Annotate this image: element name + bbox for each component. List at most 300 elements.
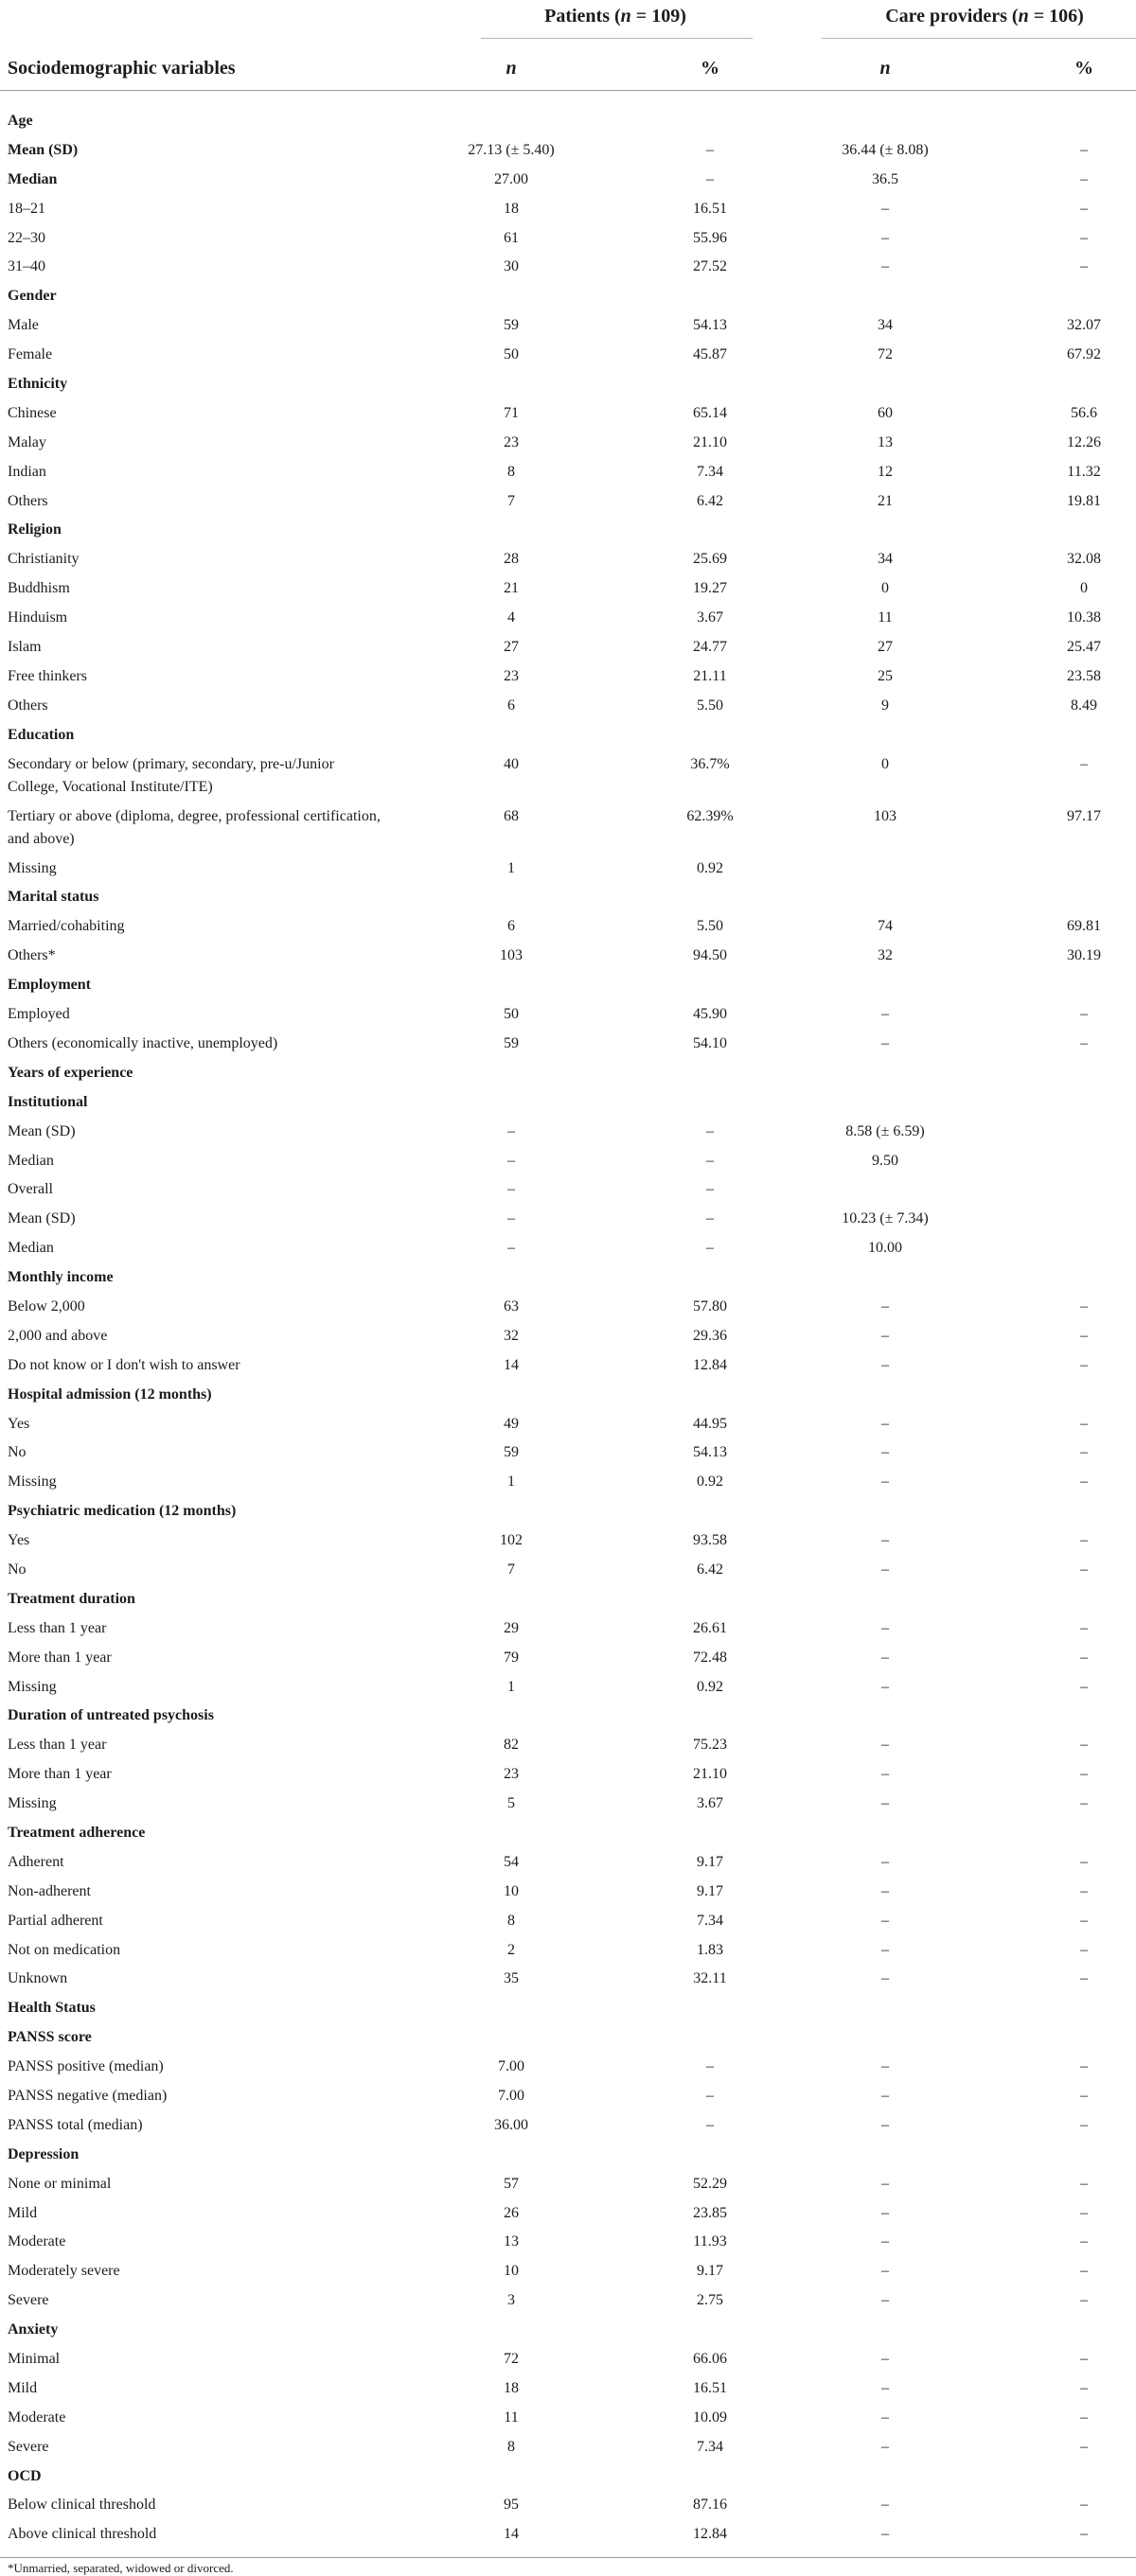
- patients-n-cell: 8: [507, 2438, 515, 2455]
- patients-pct-cell: 45.90: [693, 1006, 727, 1023]
- care-pct-cell: –: [1080, 2263, 1088, 2280]
- care-header-pre: Care providers (: [885, 6, 1019, 26]
- row-label: Institutional: [8, 1093, 88, 1110]
- table-row: [0, 1175, 1136, 1205]
- care-pct-cell: 0: [1080, 580, 1088, 597]
- table-row: [0, 2433, 1136, 2462]
- patients-header-n: n: [620, 6, 631, 26]
- care-pct-cell: 32.07: [1067, 317, 1101, 334]
- table-row: [0, 2228, 1136, 2257]
- section-row: [0, 1585, 1136, 1614]
- patients-n-cell: 32: [504, 1327, 519, 1344]
- table-row: [0, 1410, 1136, 1439]
- row-label: Minimal: [8, 2351, 61, 2368]
- table-row: [0, 1673, 1136, 1703]
- row-label: OCD: [8, 2467, 42, 2484]
- row-label: Ethnicity: [8, 376, 68, 393]
- care-n-cell: 72: [878, 346, 893, 363]
- row-label: PANSS positive (median): [8, 2058, 164, 2075]
- patients-n-cell: 27: [504, 639, 519, 656]
- patients-n-cell: –: [507, 1181, 515, 1198]
- table-row: [0, 1848, 1136, 1878]
- section-row: [0, 1819, 1136, 1848]
- care-n-cell: –: [881, 1882, 889, 1899]
- row-label: Others: [8, 492, 48, 509]
- table-row: [0, 855, 1136, 884]
- patients-n-cell: 50: [504, 346, 519, 363]
- table-row: [0, 2491, 1136, 2520]
- care-n-cell: –: [881, 2058, 889, 2075]
- patients-pct-cell: 32.11: [693, 1970, 727, 1987]
- patients-pct-cell: –: [706, 1181, 714, 1198]
- patients-pct-cell: 26.61: [693, 1619, 727, 1636]
- section-row: [0, 971, 1136, 1000]
- care-n-cell: –: [881, 1766, 889, 1783]
- patients-pct-cell: 54.13: [693, 317, 727, 334]
- row-label: Severe: [8, 2292, 49, 2309]
- care-n-cell: –: [881, 1853, 889, 1870]
- patients-pct-cell: 5.50: [697, 697, 723, 714]
- care-n-cell: –: [881, 200, 889, 217]
- section-row: [0, 1994, 1136, 2023]
- care-pct-cell: –: [1080, 170, 1088, 187]
- patients-n-cell: –: [507, 1210, 515, 1227]
- care-pct-cell: –: [1080, 1034, 1088, 1051]
- table-row: [0, 399, 1136, 429]
- table-row: [0, 1118, 1136, 1147]
- row-label: Mean (SD): [8, 1122, 76, 1139]
- care-n-cell: –: [881, 1444, 889, 1461]
- table-row: [0, 2170, 1136, 2199]
- section-row: [0, 1381, 1136, 1410]
- row-label: More than 1 year: [8, 1766, 112, 1783]
- care-pct-cell: –: [1080, 200, 1088, 217]
- patients-n-cell: 1: [507, 1473, 515, 1491]
- table-row: [0, 1526, 1136, 1556]
- patients-pct-cell: 21.10: [693, 1766, 727, 1783]
- care-header-n: n: [1018, 6, 1029, 26]
- patients-n-cell: 11: [504, 2408, 519, 2426]
- care-pct-cell: –: [1080, 1649, 1088, 1666]
- care-pct-cell: –: [1080, 2058, 1088, 2075]
- patients-n-cell: 7: [507, 492, 515, 509]
- row-label: 31–40: [8, 258, 45, 275]
- care-n-cell: 25: [878, 667, 893, 684]
- care-pct-cell: –: [1080, 1795, 1088, 1812]
- care-n-cell: 12: [878, 463, 893, 480]
- patients-pct-cell: 1.83: [697, 1941, 723, 1958]
- footnote: *Unmarried, separated, widowed or divorced.: [8, 2561, 234, 2575]
- care-pct-cell: –: [1080, 1678, 1088, 1695]
- table-body: [0, 107, 1136, 2550]
- care-n-cell: 34: [878, 317, 893, 334]
- care-n-cell: 0: [881, 580, 889, 597]
- care-n-cell: –: [881, 1795, 889, 1812]
- patients-n-cell: 21: [504, 580, 519, 597]
- table-row: [0, 253, 1136, 282]
- row-label: Employed: [8, 1006, 70, 1023]
- care-n-cell: –: [881, 1532, 889, 1549]
- row-label: More than 1 year: [8, 1649, 112, 1666]
- care-pct-cell: –: [1080, 1737, 1088, 1754]
- table-row: [0, 458, 1136, 487]
- row-label: Treatment duration: [8, 1590, 135, 1607]
- patients-pct-cell: 9.17: [697, 1882, 723, 1899]
- care-n-cell: –: [881, 1297, 889, 1314]
- patients-n-cell: 50: [504, 1006, 519, 1023]
- section-row: [0, 2141, 1136, 2170]
- row-label: Chinese: [8, 404, 57, 421]
- section-row: [0, 1088, 1136, 1118]
- table-row: [0, 2111, 1136, 2141]
- patients-pct-cell: 93.58: [693, 1532, 727, 1549]
- patients-pct-cell: –: [706, 1122, 714, 1139]
- patients-n-cell: 28: [504, 551, 519, 568]
- patients-pct-cell: 5.50: [697, 918, 723, 935]
- care-n-cell: 8.58 (± 6.59): [845, 1122, 925, 1139]
- patients-n-cell: 23: [504, 667, 519, 684]
- row-label: Others (economically inactive, unemployed): [8, 1034, 278, 1051]
- care-pct-cell: –: [1080, 2526, 1088, 2543]
- care-n-cell: –: [881, 2233, 889, 2250]
- table-row: [0, 2286, 1136, 2316]
- care-n-cell: –: [881, 1561, 889, 1578]
- table-row: [0, 1614, 1136, 1644]
- care-n-cell: –: [881, 1327, 889, 1344]
- care-n-cell: 74: [878, 918, 893, 935]
- table-row: [0, 2404, 1136, 2433]
- patients-pct-cell: 23.85: [693, 2204, 727, 2221]
- care-n-cell: –: [881, 2263, 889, 2280]
- row-label: 22–30: [8, 229, 45, 246]
- row-label: Hospital admission (12 months): [8, 1385, 212, 1403]
- patients-n-cell: 61: [504, 229, 519, 246]
- section-row: [0, 2316, 1136, 2345]
- row-label: Hinduism: [8, 609, 68, 626]
- patients-n-cell: 30: [504, 258, 519, 275]
- row-label: Married/cohabiting: [8, 918, 125, 935]
- row-label: Islam: [8, 639, 42, 656]
- row-label: Median: [8, 1240, 54, 1257]
- patients-pct-cell: 11.93: [693, 2233, 727, 2250]
- row-label: Years of experience: [8, 1064, 133, 1081]
- care-header-post: = 106): [1028, 6, 1084, 26]
- patients-pct-cell: –: [706, 2088, 714, 2104]
- patients-pct-cell: –: [706, 1152, 714, 1169]
- patients-pct-cell: –: [706, 141, 714, 158]
- column-header-patients-pct: %: [701, 58, 719, 79]
- row-label: Missing: [8, 1678, 57, 1695]
- patients-n-cell: 82: [504, 1737, 519, 1754]
- patients-pct-cell: 21.11: [693, 667, 727, 684]
- care-pct-cell: –: [1080, 1473, 1088, 1491]
- patients-pct-cell: 62.39%: [686, 807, 734, 824]
- row-label: Female: [8, 346, 53, 363]
- table-row: [0, 692, 1136, 721]
- care-pct-cell: 32.08: [1067, 551, 1101, 568]
- patients-pct-cell: 3.67: [697, 1795, 723, 1812]
- care-pct-cell: –: [1080, 2233, 1088, 2250]
- patients-n-cell: 36.00: [494, 2116, 528, 2133]
- patients-pct-cell: 27.52: [693, 258, 727, 275]
- care-n-cell: –: [881, 2175, 889, 2192]
- patients-n-cell: 54: [504, 1853, 519, 1870]
- patients-n-cell: 13: [504, 2233, 519, 2250]
- patients-n-cell: –: [507, 1122, 515, 1139]
- care-pct-cell: 12.26: [1067, 433, 1101, 450]
- table-row: [0, 1556, 1136, 1585]
- care-n-cell: –: [881, 2497, 889, 2514]
- row-label: Education: [8, 726, 75, 743]
- row-label: Secondary or below (primary, secondary, pre-u/Junior College, Vocational Institute/ITE): [8, 755, 334, 795]
- care-pct-cell: –: [1080, 1327, 1088, 1344]
- patients-pct-cell: 3.67: [697, 609, 723, 626]
- care-pct-cell: –: [1080, 1297, 1088, 1314]
- section-row: [0, 136, 1136, 166]
- patients-pct-cell: 12.84: [693, 2526, 727, 2543]
- care-n-cell: –: [881, 1006, 889, 1023]
- care-n-cell: –: [881, 1356, 889, 1373]
- care-pct-cell: –: [1080, 2175, 1088, 2192]
- care-n-cell: –: [881, 2292, 889, 2309]
- patients-n-cell: –: [507, 1240, 515, 1257]
- row-label: Malay: [8, 433, 46, 450]
- patients-group-header: [464, 0, 767, 36]
- row-label: Median: [8, 1152, 54, 1169]
- care-providers-group-header: [833, 0, 1136, 36]
- row-label: Male: [8, 317, 39, 334]
- row-label: PANSS score: [8, 2029, 92, 2046]
- care-pct-cell: –: [1080, 1853, 1088, 1870]
- section-row: [0, 370, 1136, 399]
- patients-n-cell: 26: [504, 2204, 519, 2221]
- row-label: Anxiety: [8, 2321, 59, 2338]
- care-pct-cell: –: [1080, 2116, 1088, 2133]
- patients-n-cell: 68: [504, 807, 519, 824]
- care-n-cell: 36.44 (± 8.08): [842, 141, 929, 158]
- table-row: [0, 1790, 1136, 1819]
- table-row: [0, 2082, 1136, 2111]
- row-label: Marital status: [8, 889, 99, 906]
- row-label: Missing: [8, 1473, 57, 1491]
- care-n-cell: 10.23 (± 7.34): [842, 1210, 929, 1227]
- patients-n-cell: 29: [504, 1619, 519, 1636]
- care-n-cell: 60: [878, 404, 893, 421]
- table-row: [0, 1644, 1136, 1673]
- care-n-cell: –: [881, 1912, 889, 1929]
- care-pct-cell: –: [1080, 2204, 1088, 2221]
- patients-n-cell: 95: [504, 2497, 519, 2514]
- patients-n-cell: 103: [500, 947, 523, 964]
- row-label: Mean (SD): [8, 1210, 76, 1227]
- care-pct-cell: 67.92: [1067, 346, 1101, 363]
- patients-pct-cell: 45.87: [693, 346, 727, 363]
- table-row: [0, 1760, 1136, 1790]
- patients-header-post: = 109): [630, 6, 686, 26]
- care-n-cell: 9: [881, 697, 889, 714]
- care-n-cell: 10.00: [868, 1240, 902, 1257]
- table-row: [0, 1438, 1136, 1468]
- table-row: [0, 1731, 1136, 1760]
- row-label: Treatment adherence: [8, 1824, 146, 1841]
- row-label: Non-adherent: [8, 1882, 91, 1899]
- patients-n-cell: 72: [504, 2351, 519, 2368]
- care-providers-group-rule: [822, 38, 1136, 39]
- care-pct-cell: –: [1080, 2088, 1088, 2104]
- care-n-cell: 9.50: [872, 1152, 898, 1169]
- care-n-cell: 0: [881, 755, 889, 772]
- table-row: [0, 1293, 1136, 1322]
- patients-pct-cell: –: [706, 1210, 714, 1227]
- care-pct-cell: –: [1080, 1970, 1088, 1987]
- section-row: [0, 1497, 1136, 1526]
- row-label: Gender: [8, 288, 57, 305]
- table-bottom-rule: [0, 2557, 1136, 2558]
- row-label: PANSS total (median): [8, 2116, 143, 2133]
- care-n-cell: –: [881, 1473, 889, 1491]
- care-pct-cell: 97.17: [1067, 807, 1101, 824]
- patients-pct-cell: 7.34: [697, 463, 723, 480]
- patients-pct-cell: 16.51: [693, 2379, 727, 2396]
- table-row: [0, 2053, 1136, 2082]
- section-row: [0, 1702, 1136, 1731]
- row-label: Mild: [8, 2204, 38, 2221]
- section-row: [0, 2462, 1136, 2492]
- patients-pct-cell: 10.09: [693, 2408, 727, 2426]
- row-label: Below 2,000: [8, 1297, 85, 1314]
- patients-n-cell: 5: [507, 1795, 515, 1812]
- care-pct-cell: –: [1080, 1444, 1088, 1461]
- patients-pct-cell: 9.17: [697, 1853, 723, 1870]
- care-pct-cell: –: [1080, 2438, 1088, 2455]
- table-row: [0, 1351, 1136, 1381]
- table-row: [0, 662, 1136, 692]
- row-label: Partial adherent: [8, 1912, 103, 1929]
- patients-pct-cell: 24.77: [693, 639, 727, 656]
- patients-pct-cell: 65.14: [693, 404, 727, 421]
- table-row: [0, 1468, 1136, 1497]
- care-n-cell: –: [881, 1649, 889, 1666]
- row-label: Indian: [8, 463, 46, 480]
- patients-pct-cell: 87.16: [693, 2497, 727, 2514]
- row-label: Moderate: [8, 2233, 66, 2250]
- patients-n-cell: 79: [504, 1649, 519, 1666]
- section-row: [0, 2023, 1136, 2053]
- care-pct-cell: –: [1080, 1882, 1088, 1899]
- patients-n-cell: 49: [504, 1415, 519, 1432]
- patients-n-cell: –: [507, 1152, 515, 1169]
- row-label: Religion: [8, 521, 62, 538]
- table-row: [0, 1936, 1136, 1966]
- table-row: [0, 1030, 1136, 1059]
- patients-n-cell: 1: [507, 1678, 515, 1695]
- patients-n-cell: 14: [504, 2526, 519, 2543]
- care-n-cell: 32: [878, 947, 893, 964]
- table-row: [0, 750, 1136, 803]
- section-row: [0, 721, 1136, 750]
- section-row: [0, 883, 1136, 912]
- patients-pct-cell: 36.7%: [690, 755, 730, 772]
- row-label: Tertiary or above (diploma, degree, professional certification, and above): [8, 807, 381, 847]
- patients-n-cell: 40: [504, 755, 519, 772]
- patients-pct-cell: 75.23: [693, 1737, 727, 1754]
- patients-group-rule: [481, 38, 753, 39]
- care-pct-cell: –: [1080, 1912, 1088, 1929]
- patients-n-cell: 27.00: [494, 170, 528, 187]
- patients-n-cell: 57: [504, 2175, 519, 2192]
- care-pct-cell: –: [1080, 2408, 1088, 2426]
- row-label: Depression: [8, 2145, 80, 2162]
- patients-pct-cell: 25.69: [693, 551, 727, 568]
- patients-n-cell: 10: [504, 2263, 519, 2280]
- patients-n-cell: 102: [500, 1532, 523, 1549]
- column-header-patients-n: n: [506, 58, 517, 79]
- table-row: [0, 1965, 1136, 1994]
- row-label: Others*: [8, 947, 56, 964]
- row-label: 2,000 and above: [8, 1327, 108, 1344]
- table-row: [0, 1234, 1136, 1263]
- row-label: Missing: [8, 859, 57, 876]
- table-row: [0, 429, 1136, 458]
- table-row: [0, 2345, 1136, 2374]
- care-n-cell: –: [881, 1737, 889, 1754]
- care-pct-cell: –: [1080, 1561, 1088, 1578]
- patients-pct-cell: –: [706, 1240, 714, 1257]
- section-row: [0, 107, 1136, 136]
- care-n-cell: –: [881, 2088, 889, 2104]
- table-row: [0, 633, 1136, 662]
- care-n-cell: –: [881, 258, 889, 275]
- table-row: [0, 912, 1136, 942]
- section-row: [0, 1263, 1136, 1293]
- patients-n-cell: 14: [504, 1356, 519, 1373]
- row-label: Missing: [8, 1795, 57, 1812]
- care-pct-cell: –: [1080, 1941, 1088, 1958]
- table-row: [0, 1907, 1136, 1936]
- patients-pct-cell: 16.51: [693, 200, 727, 217]
- patients-pct-cell: 66.06: [693, 2351, 727, 2368]
- care-pct-cell: –: [1080, 1619, 1088, 1636]
- patients-n-cell: 3: [507, 2292, 515, 2309]
- patients-pct-cell: 9.17: [697, 2263, 723, 2280]
- care-n-cell: –: [881, 2526, 889, 2543]
- care-n-cell: –: [881, 1415, 889, 1432]
- care-pct-cell: –: [1080, 2351, 1088, 2368]
- care-n-cell: –: [881, 2351, 889, 2368]
- care-pct-cell: 23.58: [1067, 667, 1101, 684]
- row-label: Psychiatric medication (12 months): [8, 1503, 237, 1520]
- care-n-cell: 21: [878, 492, 893, 509]
- patients-header-pre: Patients (: [544, 6, 621, 26]
- patients-pct-cell: 57.80: [693, 1297, 727, 1314]
- row-label: Others: [8, 697, 48, 714]
- table-row: [0, 545, 1136, 574]
- patients-n-cell: 7: [507, 1561, 515, 1578]
- care-n-cell: –: [881, 1034, 889, 1051]
- section-row: [0, 516, 1136, 545]
- row-label: Employment: [8, 977, 91, 994]
- row-label: Moderate: [8, 2408, 66, 2426]
- column-header-care-pct: %: [1074, 58, 1093, 79]
- care-pct-cell: –: [1080, 141, 1088, 158]
- table-row: [0, 224, 1136, 254]
- care-pct-cell: 19.81: [1067, 492, 1101, 509]
- care-pct-cell: 8.49: [1071, 697, 1097, 714]
- table-row: [0, 1878, 1136, 1907]
- care-n-cell: –: [881, 2116, 889, 2133]
- care-pct-cell: 56.6: [1071, 404, 1097, 421]
- patients-n-cell: 71: [504, 404, 519, 421]
